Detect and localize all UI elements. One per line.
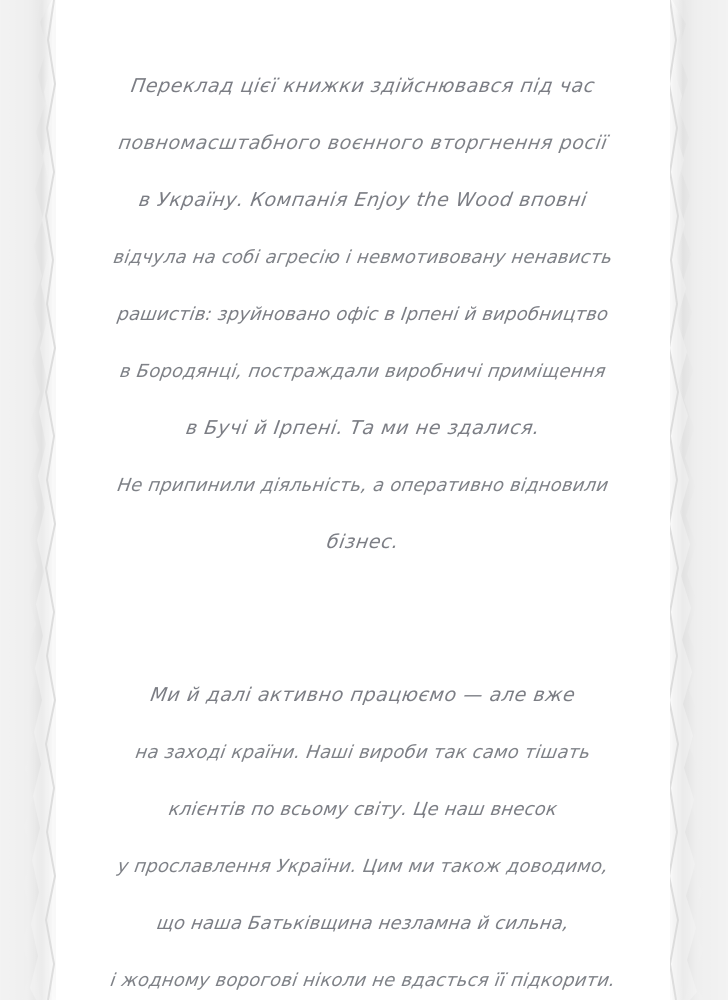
handwritten-line: повномасштабного воєнного вторгнення росії — [116, 132, 610, 154]
handwritten-line: Не припинили діяльність, а оперативно відновили — [115, 475, 611, 496]
paper-texture-right — [672, 0, 728, 1000]
handwritten-line: відчула на собі агресію і невмотивовану ненависть — [111, 247, 615, 268]
page-sheet — [56, 0, 670, 1000]
handwritten-line: в Бучі й Ірпені. Та ми не здалися. — [184, 417, 542, 439]
handwritten-line: що наша Батьківщина незламна й сильна, — [155, 913, 571, 934]
handwritten-line: клієнтів по всьому світу. Це наш внесок — [167, 799, 559, 820]
torn-paper-edge-right — [672, 0, 728, 1000]
handwritten-line: в Бородянці, постраждали виробничі приміщення — [118, 361, 608, 382]
handwritten-line: рашистів: зруйновано офіс в Ірпені й виробництво — [115, 304, 611, 325]
page-content — [56, 0, 670, 1000]
paragraph-war-note — [84, 58, 642, 571]
handwritten-line: Ми й далі активно працюємо — але вже — [148, 684, 578, 706]
handwritten-line: у прославлення України. Цим ми також доводимо, — [116, 856, 610, 877]
handwritten-line: в Україну. Компанія Enjoy the Wood вповні — [137, 189, 589, 211]
handwritten-line: Переклад цієї книжки здійснювався під час — [129, 75, 597, 97]
paragraph-continuation — [84, 667, 642, 1000]
handwritten-line: бізнес. — [325, 531, 401, 553]
handwritten-line: на заході країни. Наші вироби так само тішать — [134, 742, 592, 763]
handwritten-line: і жодному ворогові ніколи не вдасться її підкорити. — [108, 970, 618, 991]
